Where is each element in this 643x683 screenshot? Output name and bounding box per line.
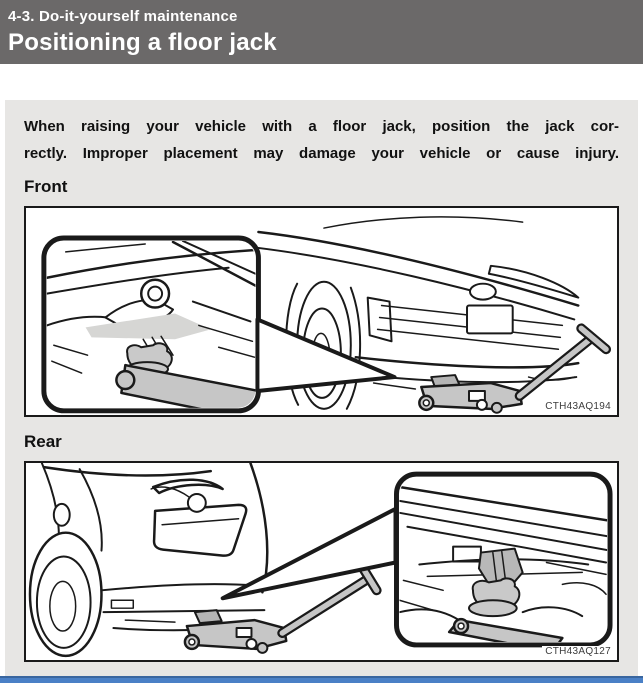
page-header <box>0 0 643 64</box>
content-panel <box>5 100 638 683</box>
bottom-accent-bar <box>0 676 643 683</box>
intro-line-1: When raising your vehicle with a floor jack, position the jack cor- <box>24 118 619 135</box>
figure-code-front: CTH43AQ194 <box>542 401 611 412</box>
figure-heading-front: Front <box>24 177 68 196</box>
front-jack-illustration <box>26 208 617 415</box>
figure-rear <box>24 461 619 662</box>
page-title: Positioning a floor jack <box>8 29 277 56</box>
figure-front <box>24 206 619 417</box>
rear-jack-illustration <box>26 463 617 660</box>
section-label: 4-3. Do-it-yourself maintenance <box>8 8 238 25</box>
intro-text <box>24 113 619 167</box>
figure-heading-rear: Rear <box>24 432 62 451</box>
front-jack-handle <box>520 328 606 396</box>
figure-code-rear: CTH43AQ127 <box>542 646 611 657</box>
intro-line-2: rectly. Improper placement may damage your vehicle or cause injury. <box>24 145 619 162</box>
